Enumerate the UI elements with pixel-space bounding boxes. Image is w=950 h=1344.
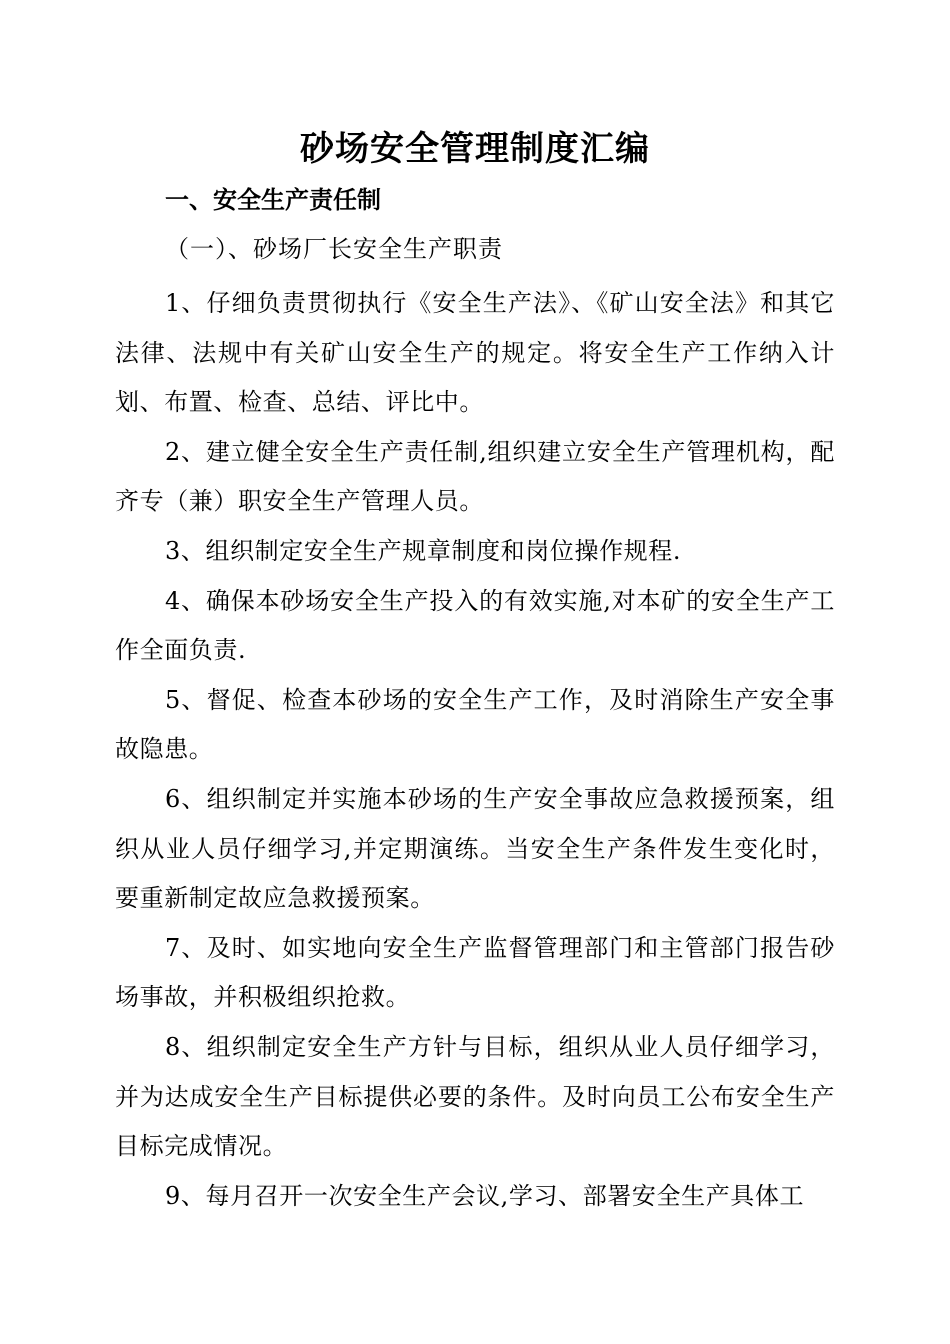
paragraph-2: 2、建立健全安全生产责任制,组织建立安全生产管理机构，配齐专（兼）职安全生产管理人员。 — [115, 437, 835, 516]
paragraph-7: 7、及时、如实地向安全生产监督管理部门和主管部门报告砂场事故，并积极组织抢救。 — [115, 933, 835, 1012]
paragraph-4: 4、确保本砂场安全生产投入的有效实施,对本矿的安全生产工作全面负责. — [115, 586, 835, 665]
paragraph-6: 6、组织制定并实施本砂场的生产安全事故应急救援预案，组织从业人员仔细学习,并定期演练。当安全生产条件发生变化时，要重新制定故应急救援预案。 — [115, 784, 835, 913]
paragraph-5: 5、督促、检查本砂场的安全生产工作，及时消除生产安全事故隐患。 — [115, 685, 835, 764]
document-title: 砂场安全管理制度汇编 — [300, 129, 650, 169]
paragraph-3: 3、组织制定安全生产规章制度和岗位操作规程. — [165, 536, 682, 565]
body-text — [115, 279, 835, 1221]
paragraph-9: 9、每月召开一次安全生产会议,学习、部署安全生产具体工 — [165, 1181, 805, 1210]
paragraph-8: 8、组织制定安全生产方针与目标，组织从业人员仔细学习，并为达成安全生产目标提供必要的条件。及时向员工公布安全生产目标完成情况。 — [115, 1032, 835, 1161]
subsection-heading: （一）、砂场厂长安全生产职责 — [165, 235, 503, 263]
paragraph-1: 1、仔细负责贯彻执行《安全生产法》、《矿山安全法》和其它法律、法规中有关矿山安全生产的规定。将安全生产工作纳入计划、布置、检查、总结、评比中。 — [115, 289, 835, 417]
section-heading: 一、安全生产责任制 — [165, 186, 381, 214]
